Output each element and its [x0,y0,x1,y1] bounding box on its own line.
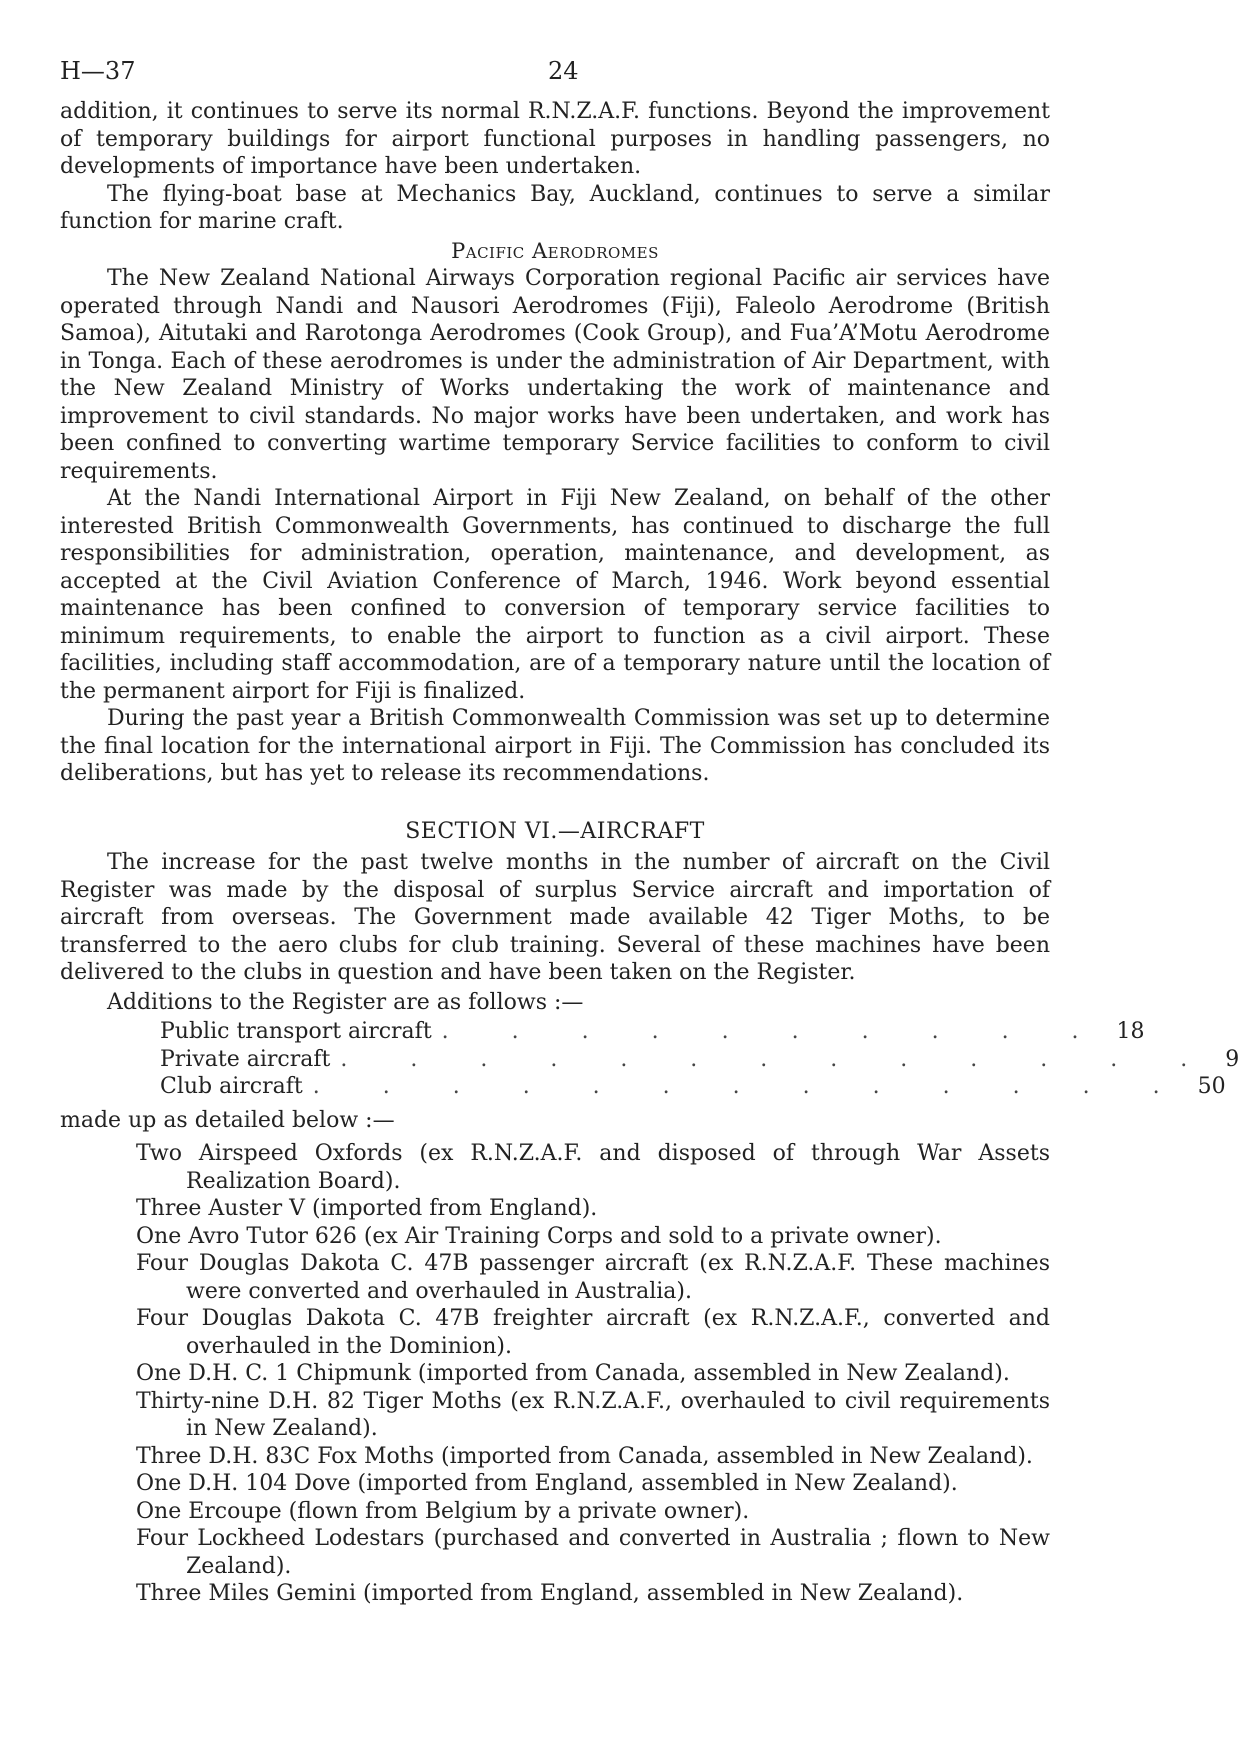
dot-leader: . . . . . . . . . . [441,1019,1107,1044]
list-item: Two Airspeed Oxfords (ex R.N.Z.A.F. and disposed of through War Assets Realization Board). [136,1141,1050,1194]
page-number: 24 [548,57,579,85]
additions-label: Public transport aircraft [160,1019,432,1044]
additions-value: 18 [1116,1019,1145,1044]
dot-leader: . . . . . . . . . . . . . [340,1046,1216,1072]
list-item: Three D.H. 83C Fox Moths (imported from Canada, assembled in New Zealand). [136,1443,1033,1469]
list-item: Four Douglas Dakota C. 47B passenger aircraft (ex R.N.Z.A.F. These machines were converted and overhauled in Australia). [136,1251,1050,1304]
pacific-aerodromes-heading: Pacific Aerodromes [451,238,659,263]
additions-row [160,1046,1239,1074]
list-item: Four Lockheed Lodestars (purchased and converted in Australia ; flown to New Zealand). [136,1526,1050,1579]
paragraph-aircraft-increase: The increase for the past twelve months in the number of aircraft on the Civil Register was made by the disposal of surplus Service aircraft and importation of aircraft from overseas. The Government made available 42 Tiger Moths, to be transferred to the aero clubs for club training. Several of these machines have been delivered to the clubs in question and have been taken on the Register. [60,850,1050,985]
additions-value: 50 [1197,1074,1226,1099]
dot-leader: . . . . . . . . . . . . . [312,1074,1188,1099]
paragraph-continuation: addition, it continues to serve its normal R.N.Z.A.F. functions. Beyond the improvement of temporary buildings for airport functional purposes in handling passengers, no developments of importance have been undertaken. [60,99,1050,179]
list-item: Thirty-nine D.H. 82 Tiger Moths (ex R.N.Z.A.F., overhauled to civil requirements in New Zealand). [136,1388,1050,1441]
additions-row [160,1018,1145,1046]
paragraph-flying-boat: The flying-boat base at Mechanics Bay, Auckland, continues to serve a similar function for marine craft. [60,181,1050,234]
paragraph-pacific-services: The New Zealand National Airways Corporation regional Pacific air services have operated through Nandi and Nausori Aerodromes (Fiji), Faleolo Aerodrome (British Samoa), Aitutaki and Rarotonga Aerodromes (Cook Group), and Fua’A’Motu Aerodrome in Tonga. Each of these aerodromes is under the administration of Air Department, with the New Zealand Ministry of Works undertaking the work of maintenance and improvement to civil standards. No major works have been undertaken, and work has been confined to converting wartime temporary Service facilities to conform to civil requirements. [60,266,1050,484]
paragraph-commission: During the past year a British Commonwealth Commission was set up to determine the final location for the international airport in Fiji. The Commission has concluded its deliberations, but has yet to release its recommendations. [60,706,1050,786]
additions-table [160,1018,1239,1101]
list-item: One D.H. C. 1 Chipmunk (imported from Canada, assembled in New Zealand). [136,1361,1010,1386]
list-item: Four Douglas Dakota C. 47B freighter aircraft (ex R.N.Z.A.F., converted and overhauled in the Dominion). [136,1306,1050,1359]
additions-intro: Additions to the Register are as follows :— [107,989,584,1015]
additions-value: 9 [1225,1046,1239,1072]
additions-label: Private aircraft [160,1046,331,1072]
list-item: Three Auster V (imported from England). [136,1196,598,1221]
page-header [60,58,1050,98]
document-page [60,57,1239,1608]
list-item: One Ercoupe (flown from Belgium by a private owner). [136,1498,750,1524]
list-item: One D.H. 104 Dove (imported from England, assembled in New Zealand). [136,1471,958,1496]
list-item: Three Miles Gemini (imported from England, assembled in New Zealand). [136,1581,964,1606]
section-heading: SECTION VI.—AIRCRAFT [405,818,705,844]
details-intro: made up as detailed below :— [60,1107,395,1133]
additions-row [160,1073,1226,1101]
page-code: H—37 [60,57,136,85]
aircraft-detail-list [136,1140,1050,1608]
list-item: One Avro Tutor 626 (ex Air Training Corps and sold to a private owner). [136,1223,942,1249]
additions-label: Club aircraft [160,1074,303,1099]
paragraph-nandi-airport: At the Nandi International Airport in Fiji New Zealand, on behalf of the other interested British Commonwealth Governments, has continued to discharge the full responsibilities for administration, operation, maintenance, and development, as accepted at the Civil Aviation Conference of March, 1946. Work beyond essential maintenance has been confined to conversion of temporary service facilities to minimum requirements, to enable the airport to function as a civil airport. These facilities, including staff accommodation, are of a temporary nature until the location of the permanent airport for Fiji is finalized. [60,486,1050,704]
